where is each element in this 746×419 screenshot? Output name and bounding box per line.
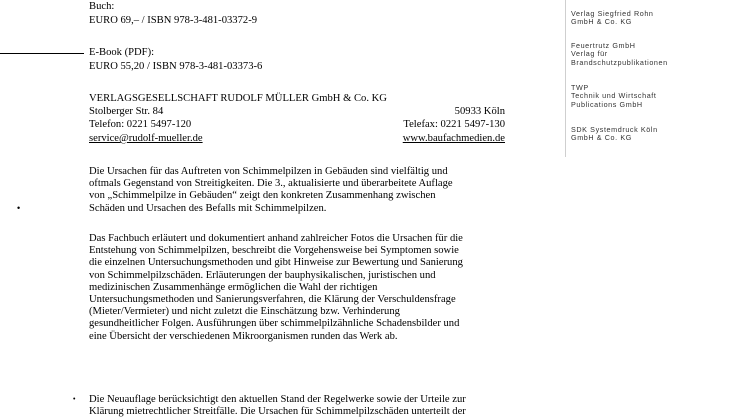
description-paragraph-1 [89,166,519,215]
paragraph-line: die einzelnen Untersuchungsmethoden und gibt Hinweise zur Bewertung und Sanierung [89,257,463,269]
sidebar-line: Verlag Siegfried Rohn [571,9,654,18]
publisher-web-link[interactable]: www.baufachmedien.de [402,133,505,144]
paragraph-line: Klärung mietrechtlicher Streitfälle. Die Ursachen für Schimmelpilzschäden unterteilt der [89,406,466,418]
ebook-label: E-Book (PDF): [89,47,155,58]
sidebar-imprint-feuertrutz [571,42,668,67]
paragraph-line: eine Übersicht der verschiedenen Mikroorganismen runden das Werk ab. [89,330,398,342]
publisher-contact-row [89,133,505,145]
sidebar-border [565,0,566,157]
section-divider [0,53,84,54]
ebook-price-isbn: EURO 55,20 / ISBN 978-3-481-03373-6 [89,61,263,72]
book-label: Buch: [89,1,115,12]
sidebar-line: Publications GmbH [571,99,643,109]
list-bullet: • [73,396,76,403]
bullet-marker: • [17,203,21,213]
publisher-fax: Telefax: 0221 5497-130 [403,119,505,130]
sidebar-line: Feuertrutz GmbH [571,41,636,50]
paragraph-line: von „Schimmelpilze in Gebäuden“ zeigt den konkreten Zusammenhang zwischen [89,190,436,202]
publisher-street: Stolberger Str. 84 [89,106,164,117]
sidebar-line: Technik und Wirtschaft [571,91,657,101]
publisher-phone: Telefon: 0221 5497-120 [89,119,192,130]
sidebar-line: Verlag für [571,49,608,59]
sidebar-line: GmbH & Co. KG [571,133,632,143]
paragraph-line: gesundheitlicher Folgen. Ausführungen über schimmelpilzähnliche Schadensbilder und [89,318,460,330]
publisher-name: VERLAGSGESELLSCHAFT RUDOLF MÜLLER GmbH & Co. KG [89,93,387,104]
paragraph-line: Die Neuauflage berücksichtigt den aktuellen Stand der Regelwerke sowie der Urteile zur [89,394,466,405]
paragraph-line: medizinischen Zusammenhänge ermöglichen die Wahl der richtigen [89,281,378,293]
paragraph-line: (Mieter/Vermieter) und nicht zuletzt die Einschätzung bzw. Verhinderung [89,306,400,318]
paragraph-line: von Schimmelpilzschäden. Erläuterungen der bauphysikalischen, juristischen und [89,269,436,281]
paragraph-line: oftmals Gegenstand von Streitigkeiten. Die 3., aktualisierte und überarbeitete Auflage [89,178,453,190]
book-price-isbn: EURO 69,– / ISBN 978-3-481-03372-9 [89,15,258,26]
paragraph-line: Schäden und Ursachen des Befalls mit Schimmelpilzen. [89,202,327,214]
sidebar-imprint-rohn [571,10,654,27]
description-paragraph-3 [89,394,529,418]
paragraph-line: Untersuchungsmethoden und Sanierungsverfahren, die Klärung der Verschuldensfrage [89,294,456,306]
publisher-phone-row [89,119,505,131]
sidebar-line: GmbH & Co. KG [571,17,632,27]
publisher-address-row [89,106,505,118]
paragraph-line: Das Fachbuch erläutert und dokumentiert anhand zahlreicher Fotos die Ursachen für die [89,233,463,244]
publisher-city: 50933 Köln [454,106,505,117]
paragraph-line: Die Ursachen für das Auftreten von Schimmelpilzen in Gebäuden sind vielfältig und [89,166,448,177]
publisher-email-link[interactable]: service@rudolf-mueller.de [89,133,203,144]
sidebar-line: Brandschutzpublikationen [571,57,668,67]
description-paragraph-2 [89,233,519,343]
paragraph-line: Entstehung von Schimmelpilzen, beschreibt die Vorgehensweise bei Symptomen sowie [89,245,459,257]
sidebar-line: TWP [571,83,589,92]
sidebar-imprint-twp [571,84,657,109]
sidebar-imprint-sdk [571,126,658,143]
sidebar-line: SDK Systemdruck Köln [571,125,658,134]
